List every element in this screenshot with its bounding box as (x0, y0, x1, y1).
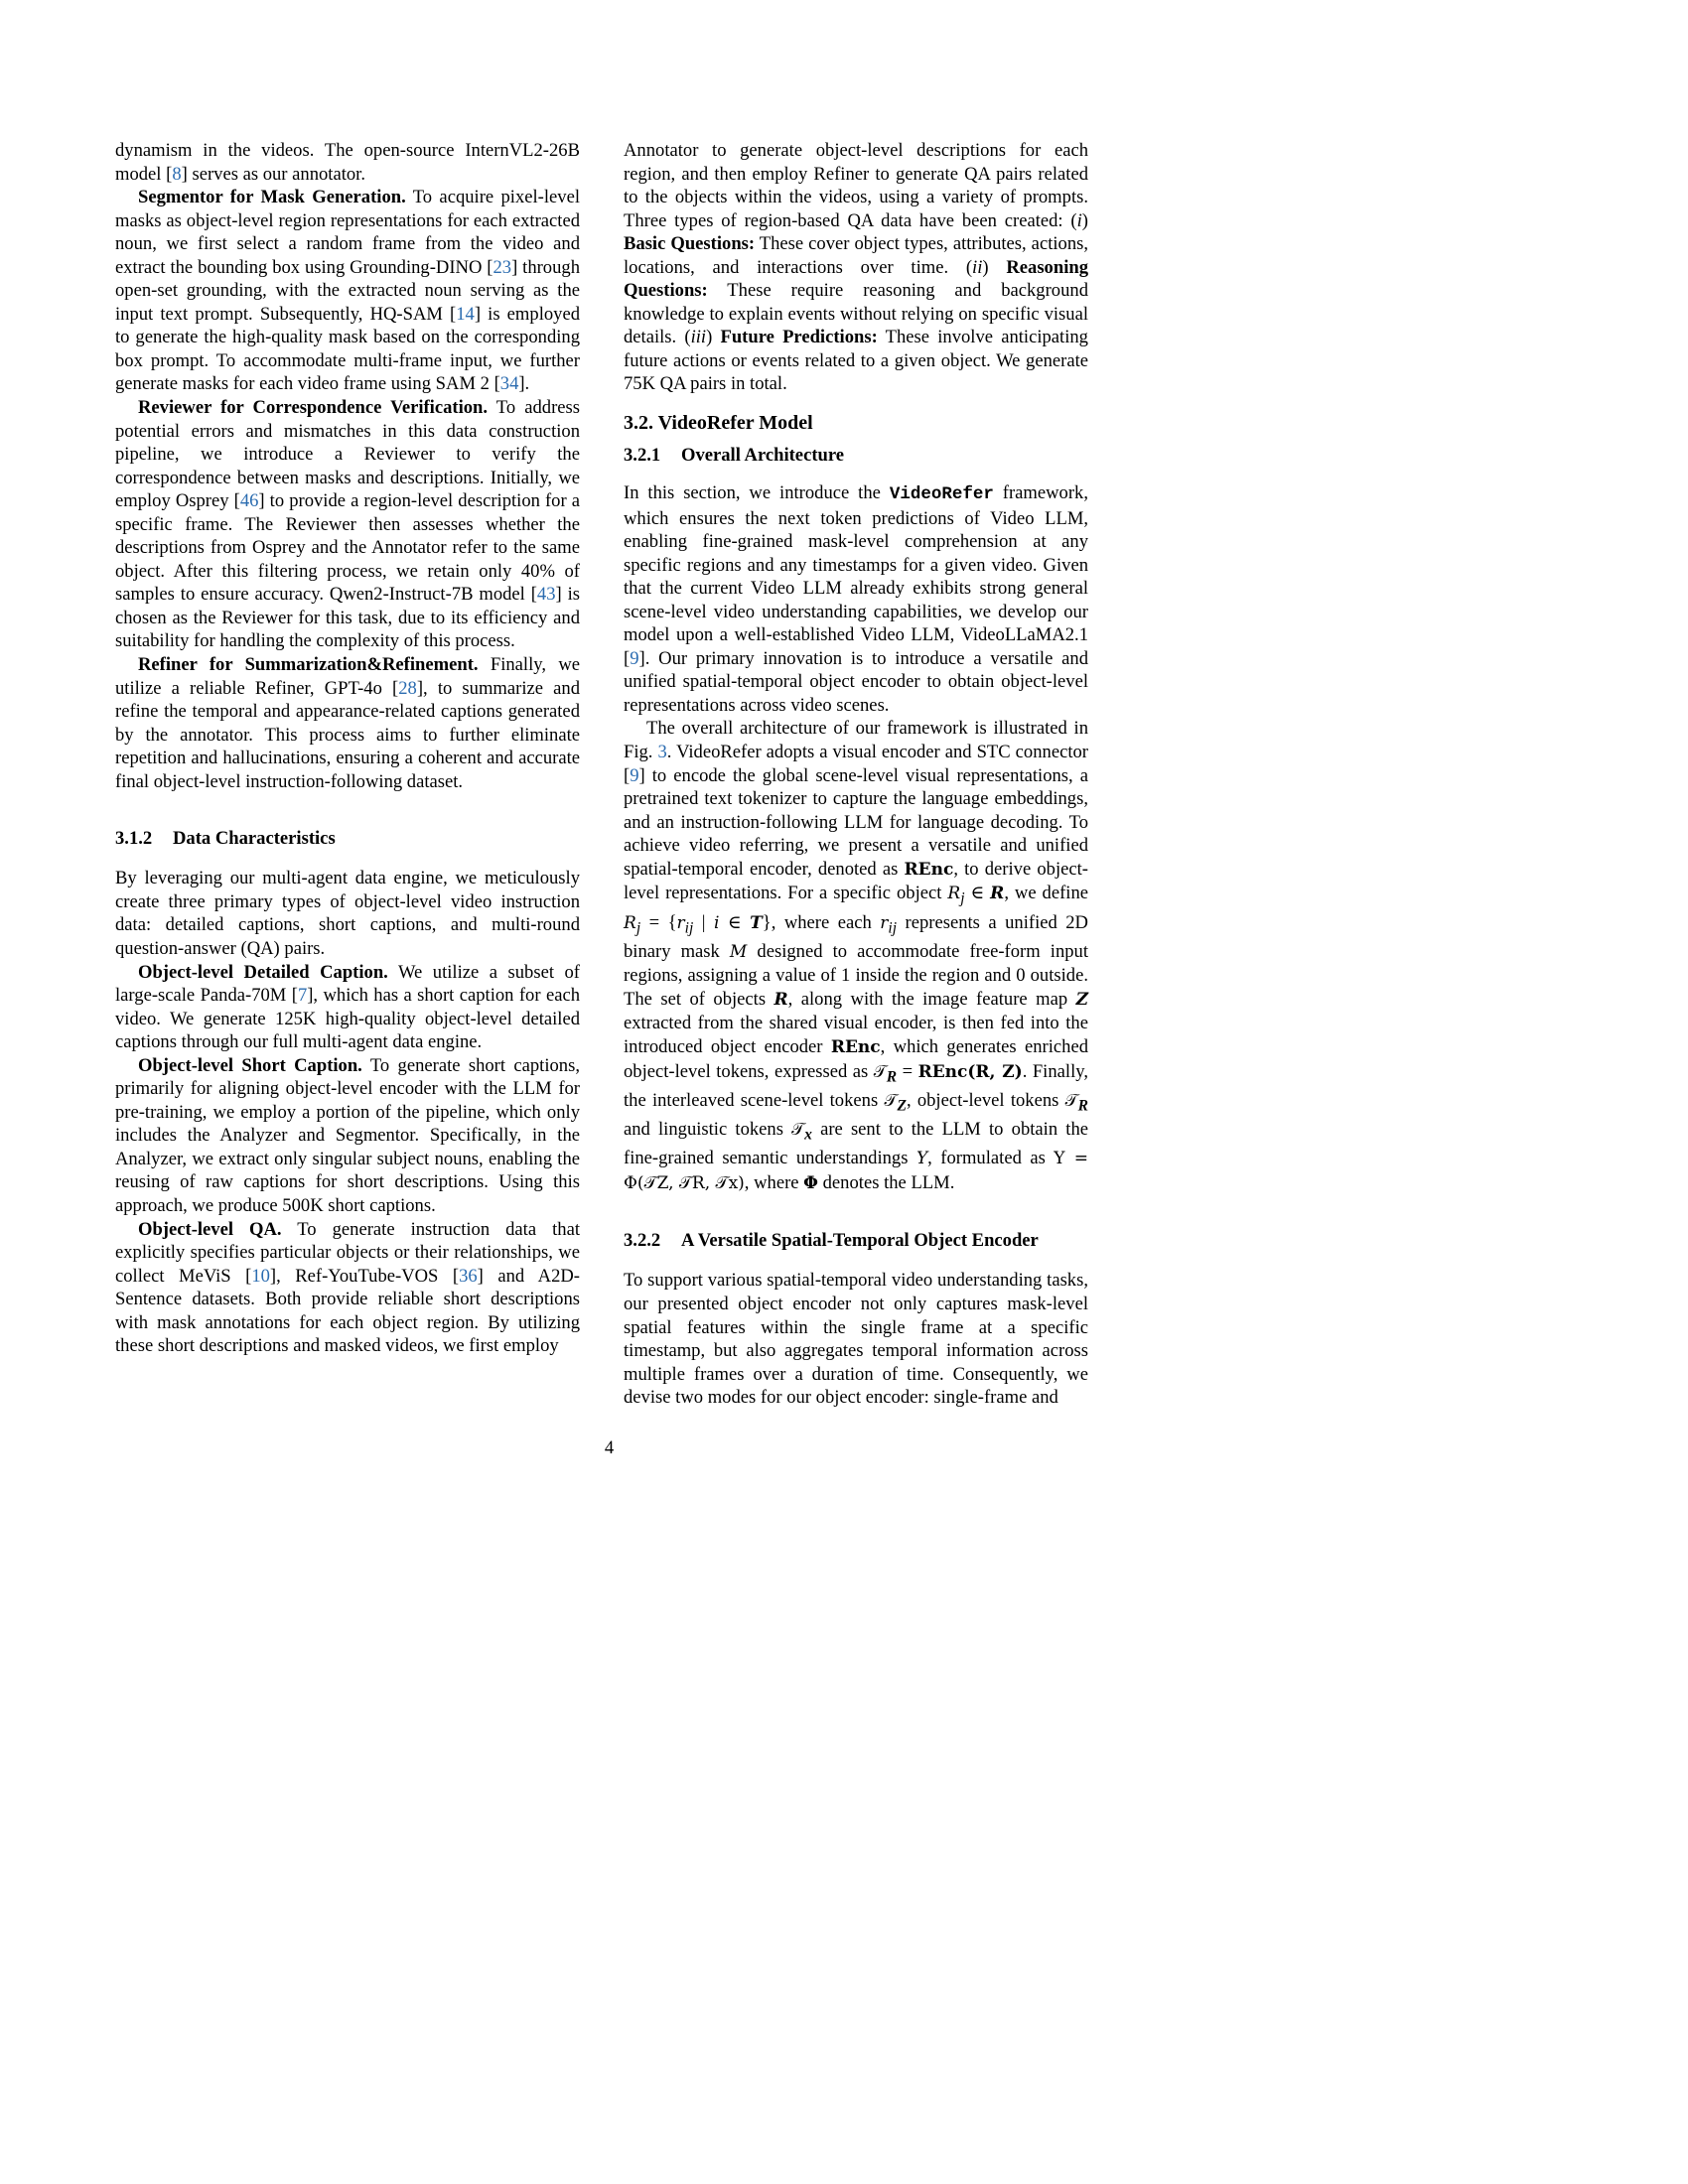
subsection-heading-3-1-2: 3.1.2 Data Characteristics (115, 828, 336, 850)
paragraph-refiner: Refiner for Summarization&Refinement. Finally, we utilize a reliable Refiner, GPT-4o [28], to summarize and refine the temporal and appearance-related captions generated by the annotator. This process aims to further eliminate repetition and hallucinations, ensuring a coherent and accurate final object-level instruction-following dataset. (115, 654, 581, 792)
paragraph-short-caption: Object-level Short Caption. To generate short captions, primarily for aligning object-level encoder with the LLM for pre-training, we employ a portion of the pipeline, which only includes the Analyzer and Segmentor. Specifically, in the Analyzer, we extract only singular subject nouns, enabling the reusing of raw captions for short descriptions. Using this approach, we produce 500K short captions. (115, 1054, 580, 1216)
paragraph-reviewer: Reviewer for Correspondence Verification. To address potential errors and mismatches in this data construction pipeline, we introduce a Reviewer to verify the correspondence between masks and descriptions. Initially, we employ Osprey [46] to provide a region-level description for a specific frame. The Reviewer then assesses whether the descriptions from Osprey and the Annotator refer to the same object. After this filtering process, we retain only 40% of samples to ensure accuracy. Qwen2-Instruct-7B model [43] is chosen as the Reviewer for this task, due to its efficiency and suitability for handling the complexity of this process. (115, 397, 580, 652)
paragraph-detailed-caption: Object-level Detailed Caption. We utilize a subset of large-scale Panda-70M [7], which has a short caption for each video. We generate 125K high-quality object-level detailed captions through our full multi-agent data engine. (115, 961, 580, 1053)
citation-link[interactable]: 7 (297, 985, 308, 1007)
subsection-heading-3-2-2: 3.2.2 A Versatile Spatial-Temporal Object Encoder (624, 1230, 1039, 1252)
run-in-heading: Refiner for Summarization&Refinement. (138, 654, 479, 676)
math-expression: REnc(R, Z) (917, 1061, 1023, 1082)
citation-link[interactable]: 9 (630, 764, 639, 786)
run-in-heading: Future Predictions: (720, 327, 878, 348)
run-in-heading: Reasoning Questions: (624, 256, 1088, 302)
paragraph-overall-architecture: The overall architecture of our framework is illustrated in Fig. 3. VideoRefer adopts a visual encoder and STC connector [9] to encode the global scene-level visual representations, a pretrained text tokenizer to capture the language embeddings, and an instruction-following LLM for language decoding. To achieve video referring, we present a versatile and unified spatial-temporal encoder, denoted as REnc, to derive object-level representations. For a specific object $R_j$ ∈ R, we define $R_j = \{r_{ij}$ | i ∈ T}, where each $r_{ij}$ represents a unified 2D binary mask M designed to accommodate free-form input regions, assigning a value of 1 inside the region and 0 outside. The set of objects R, along with the image feature map Z extracted from the shared visual encoder, is then fed into the introduced object encoder REnc, which generates enriched object-level tokens, expressed as 𝒯$_R$ = REnc(R, Z). Finally, the interleaved scene-level tokens 𝒯$_Z$, object-level tokens 𝒯$_R$ and linguistic tokens 𝒯$_x$ are sent to the LLM to obtain the fine-grained semantic understandings Y, formulated as Y = Φ(𝒯Z, 𝒯R, 𝒯x), where Φ denotes the LLM. (624, 718, 1089, 1193)
math-symbol: R (947, 884, 961, 904)
framework-name: VideoRefer (889, 484, 994, 505)
math-symbol: R (774, 989, 788, 1010)
run-in-heading: Object-level Short Caption. (138, 1054, 362, 1076)
math-symbol: Φ (803, 1172, 818, 1193)
run-in-heading: Object-level QA. (138, 1218, 282, 1240)
run-in-heading: Segmentor for Mask Generation. (138, 187, 406, 208)
math-symbol: 𝒯 (791, 1120, 805, 1141)
citation-link[interactable]: 23 (492, 256, 512, 278)
math-renc: REnc (830, 1037, 881, 1058)
math-symbol: Z (1075, 989, 1088, 1010)
paragraph-intro: dynamism in the videos. The open-source InternVL2-26B model [8] serves as our annotator. (115, 140, 580, 185)
citation-link[interactable]: 36 (459, 1265, 478, 1287)
page-number: 4 (604, 1437, 615, 1458)
citation-link[interactable]: 10 (251, 1265, 270, 1287)
math-symbol: R (624, 912, 636, 933)
paragraph-qa-continued: Annotator to generate object-level descriptions for each region, and then employ Refiner to generate QA pairs related to the objects within the videos, using a variety of prompts. Three types of region-based QA data have been created: (i) Basic Questions: These cover object types, attributes, actions, locations, and interactions over time. (ii) Reasoning Questions: These require reasoning and background knowledge to explain events without relying on specific visual details. (iii) Future Predictions: These involve anticipating future actions or events related to a given object. We generate 75K QA pairs in total. (624, 140, 1089, 395)
math-renc: REnc (904, 859, 954, 880)
math-symbol: 𝒯 (1064, 1090, 1078, 1111)
left-column (115, 139, 580, 1358)
citation-link[interactable]: 9 (630, 647, 639, 669)
math-formula: Y = Φ(𝒯Z, 𝒯R, 𝒯x) (624, 1149, 1088, 1193)
citation-link[interactable]: 34 (499, 373, 519, 395)
subsection-heading-3-2-1: 3.2.1 Overall Architecture (624, 445, 845, 467)
figure-link[interactable]: 3 (657, 742, 667, 763)
citation-link[interactable]: 28 (398, 677, 417, 699)
paragraph-support: To support various spatial-temporal video understanding tasks, our presented object encoder not only captures mask-level spatial features within the single frame at a specific timestamp, but also aggregates temporal information across multiple frames over a duration of time. Consequently, we devise two modes for our object encoder: single-frame and (624, 1270, 1088, 1409)
paragraph-qa: Object-level QA. To generate instruction data that explicitly specifies particular objects or their relationships, we collect MeViS [10], Ref-YouTube-VOS [36] and A2D-Sentence datasets. Both provide reliable short descriptions with mask annotations for each object region. By utilizing these short descriptions and masked videos, we first employ (115, 1218, 581, 1357)
math-symbol: r (880, 912, 889, 933)
section-heading-3-2: 3.2. VideoRefer Model (624, 412, 813, 435)
math-symbol: R (990, 884, 1005, 904)
right-column (624, 139, 1088, 1410)
math-symbol: r (676, 912, 685, 933)
math-symbol: T (750, 912, 763, 933)
run-in-heading: Reviewer for Correspondence Verification. (138, 397, 489, 419)
run-in-heading: Object-level Detailed Caption. (138, 961, 388, 983)
math-symbol: i (713, 912, 720, 933)
citation-link[interactable]: 46 (239, 490, 259, 512)
run-in-heading: Basic Questions: (624, 233, 756, 255)
citation-link[interactable]: 43 (536, 584, 556, 606)
citation-link[interactable]: 14 (456, 303, 475, 325)
math-symbol: Y (915, 1149, 928, 1169)
math-symbol: 𝒯 (884, 1090, 898, 1111)
math-symbol: M (729, 941, 748, 962)
paragraph-architecture: In this section, we introduce the VideoRefer framework, which ensures the next token predictions of Video LLM, enabling fine-grained mask-level comprehension at any specific regions and any timestamps for a given video. Given that the current Video LLM already exhibits strong general scene-level video understanding capabilities, we develop our model upon a well-established Video LLM, VideoLLaMA2.1 [9]. Our primary innovation is to introduce a versatile and unified spatial-temporal object encoder to obtain object-level representations across video scenes. (624, 482, 1088, 716)
citation-link[interactable]: 8 (172, 163, 182, 185)
paragraph-leveraging: By leveraging our multi-agent data engine, we meticulously create three primary types of object-level video instruction data: detailed captions, short captions, and multi-round question-answer (QA) pairs. (115, 868, 580, 959)
math-symbol: 𝒯 (873, 1061, 887, 1082)
paragraph-segmentor: Segmentor for Mask Generation. To acquire pixel-level masks as object-level region representations for each extracted noun, we first select a random frame from the video and extract the bounding box using Grounding-DINO [23] through open-set grounding, with the extracted noun serving as the input text prompt. Subsequently, HQ-SAM [14] is employed to generate the high-quality mask based on the corresponding box prompt. To accommodate multi-frame input, we further generate masks for each video frame using SAM 2 [34]. (115, 187, 580, 395)
